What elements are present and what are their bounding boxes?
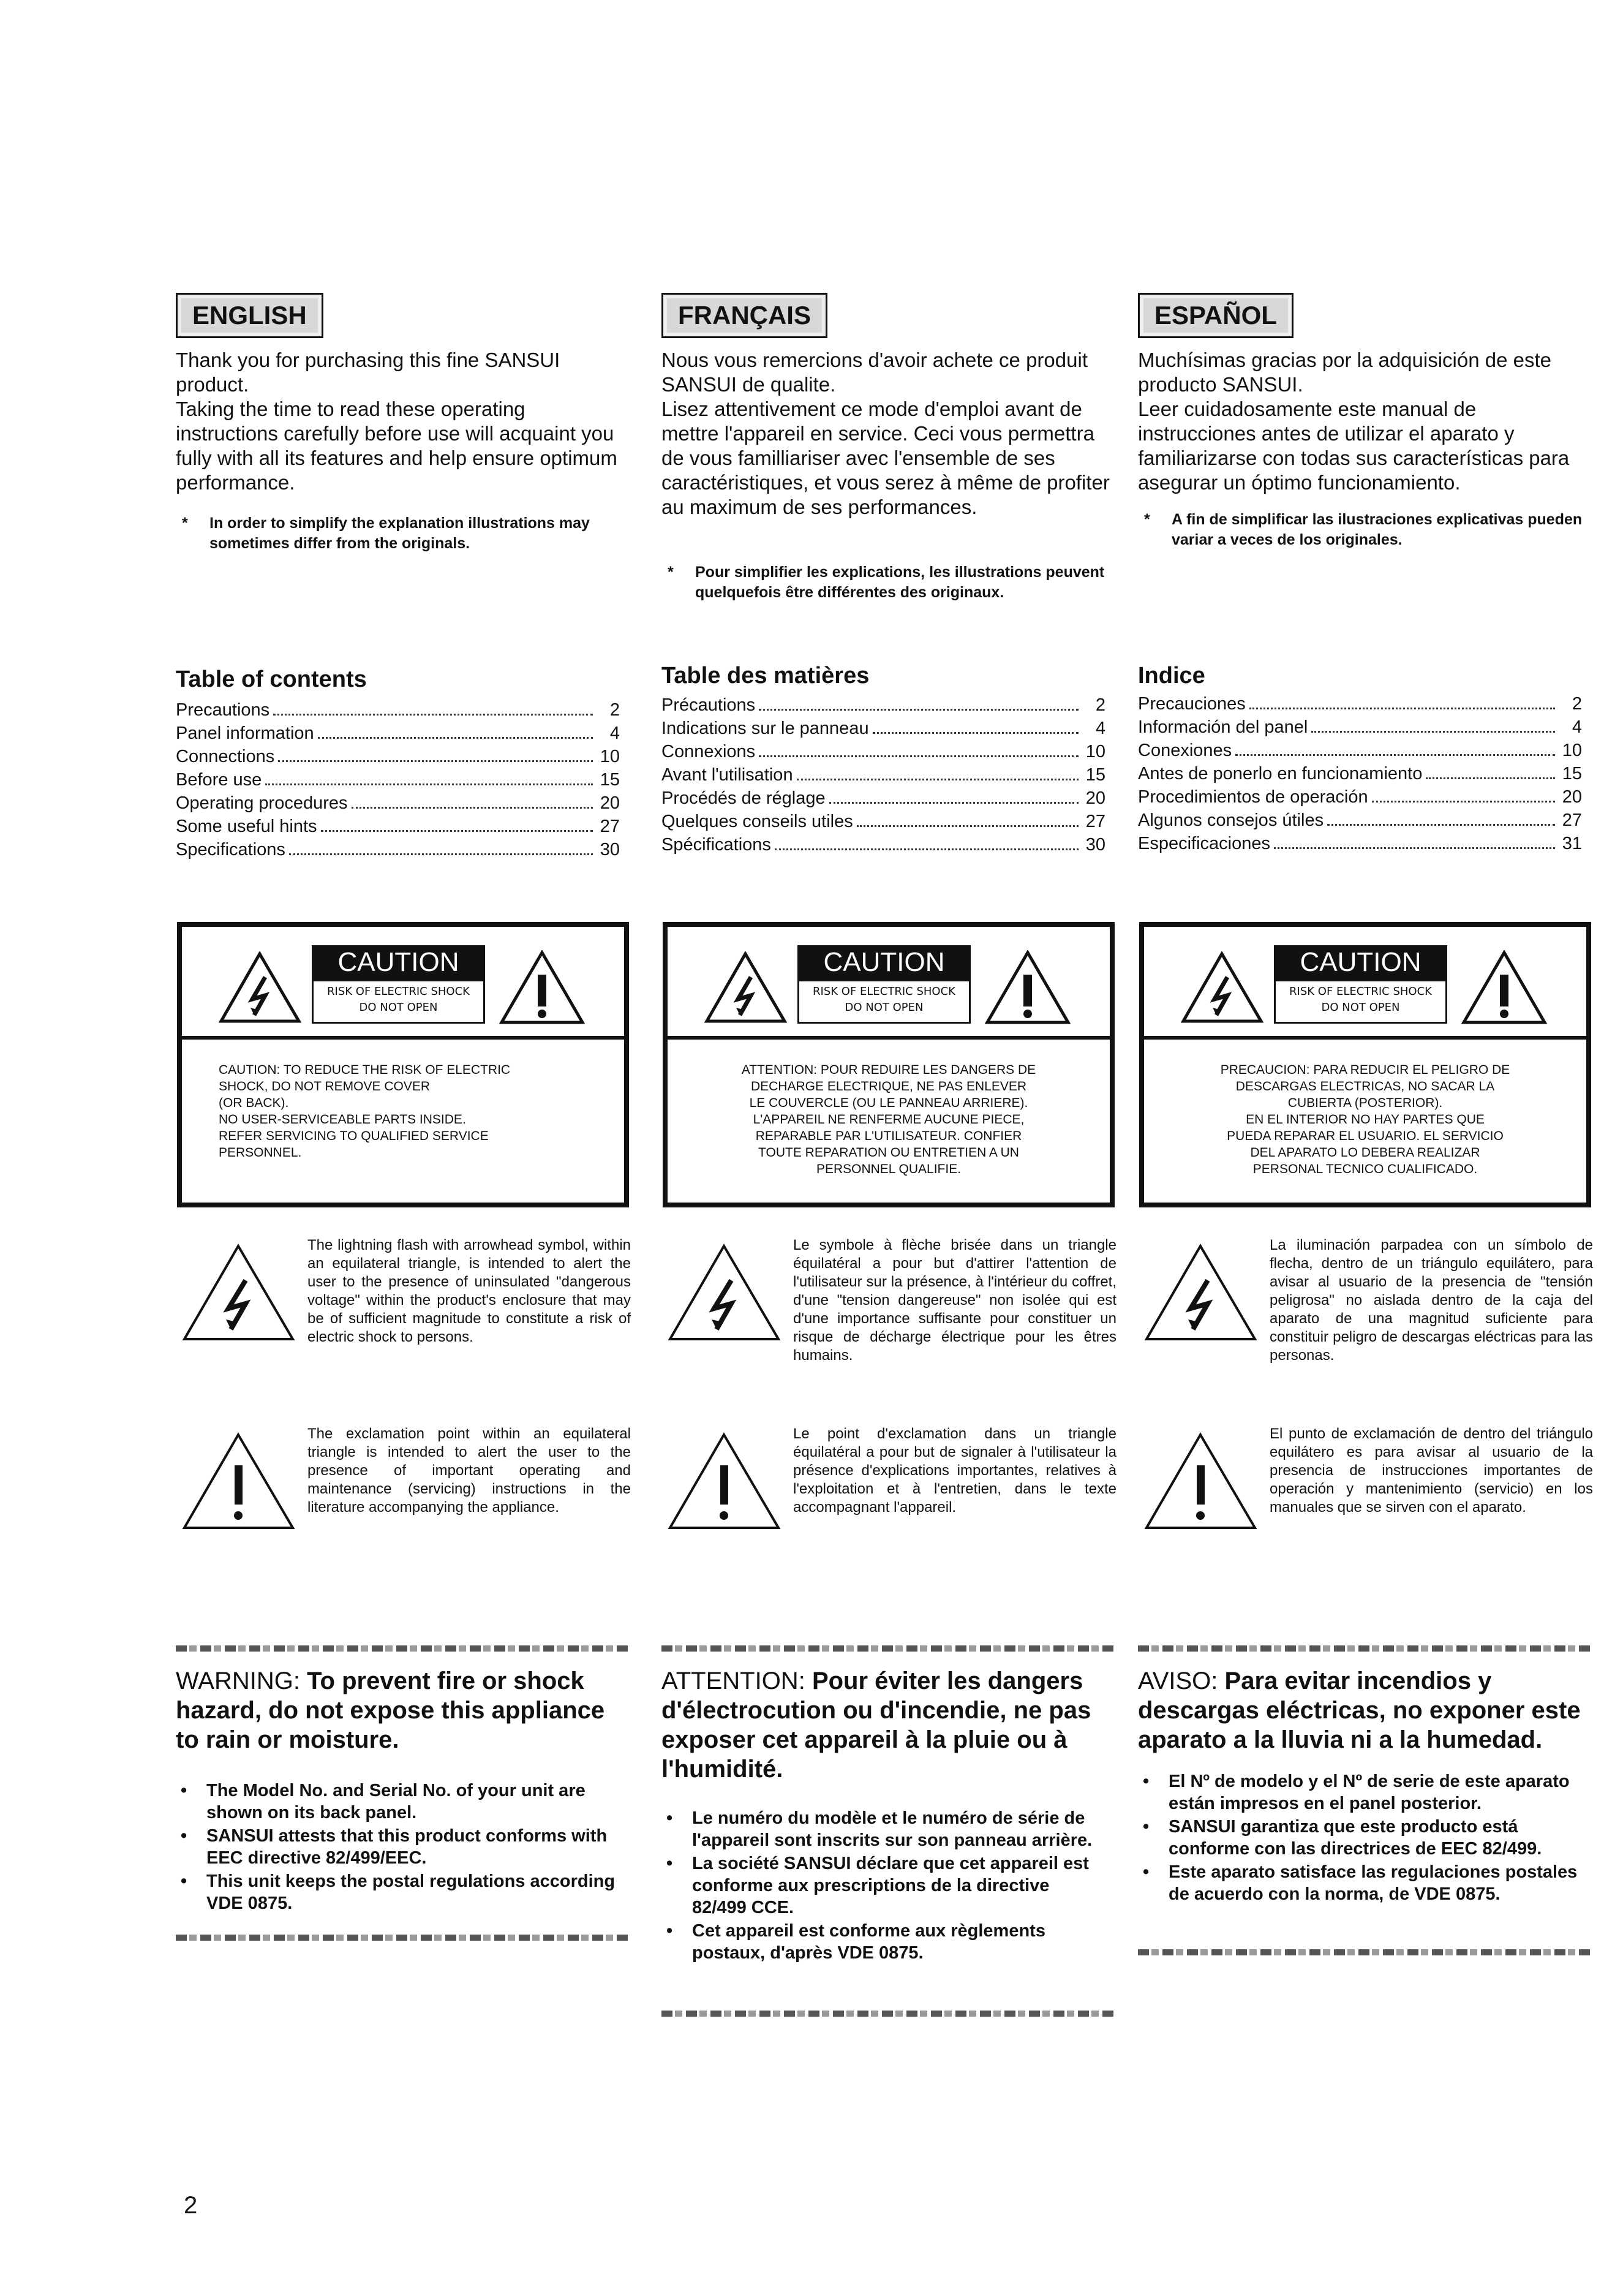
toc-row[interactable] — [661, 787, 1105, 810]
note-text: A fin de simplificar las ilustraciones explicativas pueden variar a veces de los originales. — [1172, 511, 1583, 548]
toc-page: 20 — [1562, 787, 1582, 807]
warning-heading — [1138, 1666, 1591, 1754]
lightning-triangle-icon — [704, 951, 787, 1024]
toc-row[interactable] — [1138, 716, 1582, 739]
asterisk-icon: * — [668, 564, 674, 581]
toc-row[interactable] — [661, 693, 1105, 717]
toc-label: Quelques conseils utiles — [661, 812, 853, 831]
caution-subtitle: RISK OF ELECTRIC SHOCK DO NOT OPEN — [797, 980, 971, 1024]
list-item: • Cet appareil est conforme aux règlements postaux, d'après VDE 0875. — [661, 1920, 1102, 1964]
toc-row[interactable] — [1138, 809, 1582, 832]
exclamation-triangle-icon — [668, 1432, 781, 1530]
table-of-contents — [176, 698, 620, 861]
toc-label: Precauciones — [1138, 694, 1246, 714]
toc-label: Información del panel — [1138, 717, 1308, 737]
asterisk-icon: * — [182, 515, 188, 532]
toc-page: 10 — [1562, 741, 1582, 760]
list-item: • Este aparato satisface las regulaciones postales de acuerdo con la norma, de VDE 0875. — [1138, 1861, 1579, 1905]
warning-text: To prevent fire or shock hazard, do not expose this appliance to rain or moisture. — [176, 1667, 605, 1753]
caution-header — [1144, 927, 1586, 1040]
lightning-text: The lightning flash with arrowhead symbol, within an equilateral triangle, is intended to alert the user to the presence of uninsulated "dangerous voltage" within the product's enclosure that may be of sufficient magnitude to constitute a risk of electric shock to persons. — [307, 1237, 631, 1345]
divider — [176, 1645, 629, 1652]
lightning-triangle-icon — [182, 1244, 295, 1342]
toc-label: Connexions — [661, 742, 756, 761]
list-item: • SANSUI attests that this product conforms with EEC directive 82/499/EEC. — [176, 1825, 617, 1869]
divider — [661, 1645, 1115, 1652]
toc-row[interactable] — [661, 833, 1105, 856]
language-label: FRANÇAIS — [661, 293, 827, 338]
toc-page: 4 — [609, 723, 620, 743]
list-item: • El Nº de modelo y el Nº de serie de este aparato están impresos en el panel posterior. — [1138, 1770, 1579, 1815]
toc-page: 10 — [1085, 742, 1105, 761]
toc-label: Spécifications — [661, 835, 771, 855]
toc-page: 10 — [600, 747, 620, 766]
intro-paragraph: Taking the time to read these operating instructions carefully before use will acquaint you fully with all its features and help ensure optimum performance. — [176, 398, 617, 494]
warning-lead: AVISO: — [1138, 1667, 1218, 1694]
toc-label: Indications sur le panneau — [661, 719, 869, 738]
intro — [1138, 348, 1591, 495]
caution-title: CAUTION — [312, 945, 485, 980]
exclamation-text: El punto de exclamación de dentro del triángulo equilátero es para avisar al usuario de la presencia de instrucciones importantes de operación y mantenimiento (servicio) en los manuales que se sirven con el aparato. — [1270, 1426, 1593, 1516]
toc-page: 20 — [600, 793, 620, 813]
toc-label: Specifications — [176, 840, 285, 859]
toc-row[interactable] — [661, 810, 1105, 833]
toc-row[interactable] — [176, 791, 620, 815]
exclamation-triangle-icon — [1461, 950, 1547, 1025]
warning-heading — [176, 1666, 629, 1754]
illustration-note — [176, 513, 629, 554]
toc-label: Antes de ponerlo en funcionamiento — [1138, 764, 1423, 784]
warning-text: Para evitar incendios y descargas eléctricas, no exponer este aparato a la lluvia ni a la humedad. — [1138, 1667, 1581, 1753]
toc-row[interactable] — [1138, 832, 1582, 855]
language-label: ESPAÑOL — [1138, 293, 1294, 338]
lightning-triangle-icon — [668, 1244, 781, 1342]
toc-page: 27 — [600, 817, 620, 836]
asterisk-icon: * — [1144, 511, 1150, 528]
caution-subtitle: RISK OF ELECTRIC SHOCK DO NOT OPEN — [1274, 980, 1447, 1024]
toc-page: 4 — [1572, 717, 1582, 737]
toc-label: Procedimientos de operación — [1138, 787, 1368, 807]
toc-label: Conexiones — [1138, 741, 1232, 760]
notice-list — [176, 1780, 617, 1916]
toc-page: 2 — [1095, 695, 1105, 715]
intro-paragraph: Nous vous remercions d'avoir achete ce produit SANSUI de qualite. — [661, 349, 1088, 396]
list-item: • Le numéro du modèle et le numéro de série de l'appareil sont inscrits sur son panneau arrière. — [661, 1807, 1102, 1851]
toc-row[interactable] — [176, 815, 620, 838]
toc-title: Table of contents — [176, 667, 367, 692]
toc-row[interactable] — [1138, 739, 1582, 762]
caution-text: CAUTION: TO REDUCE THE RISK OF ELECTRIC SHOCK, DO NOT REMOVE COVER (OR BACK). NO USER-SERVICEABLE PARTS INSIDE. REFER SERVICING TO QUALIFIED SERVICE PERSONNEL. — [219, 1063, 511, 1160]
caution-text: PRECAUCION: PARA REDUCIR EL PELIGRO DE DESCARGAS ELECTRICAS, NO SACAR LA CUBIERTA (POSTERIOR). EN EL INTERIOR NO HAY PARTES QUE PUEDA REPARAR EL USUARIO. EL SERVICIO DEL APARATO LO DEBERA REALIZAR PERSONAL TECNICO CUALIFICADO. — [1220, 1063, 1510, 1176]
intro-paragraph: Thank you for purchasing this fine SANSUI product. — [176, 349, 560, 396]
list-item: • The Model No. and Serial No. of your unit are shown on its back panel. — [176, 1780, 617, 1824]
warning-text: Pour éviter les dangers d'électrocution ou d'incendie, ne pas exposer cet appareil à la pluie ou à l'humidité. — [661, 1667, 1091, 1783]
exclamation-text: Le point d'exclamation dans un triangle équilatéral a pour but de signaler à l'utilisateur la présence d'explications importantes, relatives à l'exploitation et à l'entretien, dans le texte accompagnant l'appareil. — [793, 1426, 1117, 1516]
lightning-text: La iluminación parpadea con un símbolo de flecha, dentro de un triángulo equilátero, para avisar al usuario de la presencia de "tensión peligrosa" no aislada dentro de la caja del aparato de una magnitud suficiente para constituir peligro de descargas eléctricas para las personas. — [1270, 1237, 1593, 1364]
toc-page: 2 — [1572, 694, 1582, 714]
intro-paragraph: Leer cuidadosamente este manual de instrucciones antes de utilizar el aparato y familiarizarse con todas sus características para asegurar un óptimo funcionamiento. — [1138, 398, 1570, 494]
toc-label: Panel information — [176, 723, 314, 743]
note-text: In order to simplify the explanation illustrations may sometimes differ from the originals. — [209, 515, 590, 552]
lightning-triangle-icon — [1144, 1244, 1257, 1342]
toc-page: 31 — [1562, 834, 1582, 853]
exclamation-triangle-icon — [985, 950, 1071, 1025]
caution-text: ATTENTION: POUR REDUIRE LES DANGERS DE DECHARGE ELECTRIQUE, NE PAS ENLEVER LE COUVERCLE (OU LE PANNEAU ARRIERE). L'APPAREIL NE RENFERME AUCUNE PIECE, REPARABLE PAR L'UTILISATEUR. CONFIER TOUTE REPARATION OU ENTRETIEN A UN PERSONNEL QUALIFIE. — [741, 1063, 1036, 1176]
toc-label: Précautions — [661, 695, 756, 715]
toc-label: Precautions — [176, 700, 270, 720]
warning-lead: ATTENTION: — [661, 1667, 805, 1694]
illustration-note — [661, 562, 1115, 603]
caution-box — [177, 922, 629, 1207]
toc-row[interactable] — [176, 838, 620, 861]
toc-label: Before use — [176, 770, 262, 790]
toc-label: Algunos consejos útiles — [1138, 810, 1324, 830]
toc-row[interactable] — [176, 698, 620, 722]
caution-box — [663, 922, 1115, 1207]
exclamation-triangle-icon — [182, 1432, 295, 1530]
toc-page: 30 — [600, 840, 620, 859]
list-item: • La société SANSUI déclare que cet appareil est conforme aux prescriptions de la directive 82/499 CCE. — [661, 1852, 1102, 1919]
notice-list — [661, 1807, 1102, 1965]
toc-row[interactable] — [176, 745, 620, 768]
toc-page: 2 — [609, 700, 620, 720]
toc-label: Especificaciones — [1138, 834, 1270, 853]
page-number: 2 — [184, 2192, 198, 2219]
toc-row[interactable] — [176, 722, 620, 745]
toc-row[interactable] — [661, 763, 1105, 787]
exclamation-triangle-icon — [1144, 1432, 1257, 1530]
toc-page: 27 — [1085, 812, 1105, 831]
warning-heading — [661, 1666, 1115, 1784]
divider — [1138, 1949, 1591, 1955]
table-of-contents — [1138, 692, 1582, 855]
toc-page: 15 — [1562, 764, 1582, 784]
toc-row[interactable] — [1138, 785, 1582, 809]
exclamation-text: The exclamation point within an equilateral triangle is intended to alert the user to the presence of important operating and maintenance (servicing) instructions in the literature accompanying the appliance. — [307, 1426, 631, 1516]
toc-title: Table des matières — [661, 663, 870, 689]
toc-label: Connections — [176, 747, 275, 766]
toc-page: 15 — [1085, 765, 1105, 785]
caution-title: CAUTION — [797, 945, 971, 980]
caution-box — [1139, 922, 1591, 1207]
toc-label: Avant l'utilisation — [661, 765, 793, 785]
toc-page: 4 — [1095, 719, 1105, 738]
caution-header — [182, 927, 624, 1040]
divider — [661, 2011, 1115, 2017]
toc-page: 15 — [600, 770, 620, 790]
table-of-contents — [661, 693, 1105, 856]
divider — [1138, 1645, 1591, 1652]
intro-paragraph: Muchísimas gracias por la adquisición de este producto SANSUI. — [1138, 349, 1552, 396]
toc-label: Procédés de réglage — [661, 788, 826, 808]
language-label: ENGLISH — [176, 293, 323, 338]
lightning-triangle-icon — [219, 951, 301, 1024]
toc-row[interactable] — [1138, 762, 1582, 785]
exclamation-triangle-icon — [499, 950, 585, 1025]
lightning-text: Le symbole à flèche brisée dans un triangle équilatéral a pour but d'attirer l'attention de l'utilisateur sur la présence, à l'intérieur du coffret, d'une "tension dangereuse" non isolée qui est d'une importance suffisante pour constituer un risque de décharge électrique pour les êtres humains. — [793, 1237, 1117, 1364]
intro — [661, 348, 1115, 519]
toc-page: 30 — [1085, 835, 1105, 855]
intro-paragraph: Lisez attentivement ce mode d'emploi avant de mettre l'appareil en service. Ceci vous permettra de vous familliariser avec l'ensemble de ses caractéristiques, et vous serez à même de profiter au maximum de ses performances. — [661, 398, 1110, 518]
caution-subtitle: RISK OF ELECTRIC SHOCK DO NOT OPEN — [312, 980, 485, 1024]
illustration-note — [1138, 510, 1591, 550]
warning-lead: WARNING: — [176, 1667, 300, 1694]
toc-label: Some useful hints — [176, 817, 317, 836]
divider — [176, 1935, 629, 1941]
notice-list — [1138, 1770, 1579, 1906]
lightning-triangle-icon — [1181, 951, 1263, 1024]
toc-title: Indice — [1138, 663, 1205, 689]
toc-row[interactable] — [176, 768, 620, 791]
toc-row[interactable] — [661, 740, 1105, 763]
toc-label: Operating procedures — [176, 793, 348, 813]
caution-title: CAUTION — [1274, 945, 1447, 980]
intro — [176, 348, 629, 495]
toc-page: 20 — [1085, 788, 1105, 808]
list-item: • This unit keeps the postal regulations according VDE 0875. — [176, 1870, 617, 1914]
caution-header — [668, 927, 1110, 1040]
list-item: • SANSUI garantiza que este producto está conforme con las directrices de EEC 82/499. — [1138, 1816, 1579, 1860]
toc-page: 27 — [1562, 810, 1582, 830]
toc-row[interactable] — [1138, 692, 1582, 716]
note-text: Pour simplifier les explications, les illustrations peuvent quelquefois être différentes des originaux. — [695, 564, 1105, 601]
toc-row[interactable] — [661, 717, 1105, 740]
